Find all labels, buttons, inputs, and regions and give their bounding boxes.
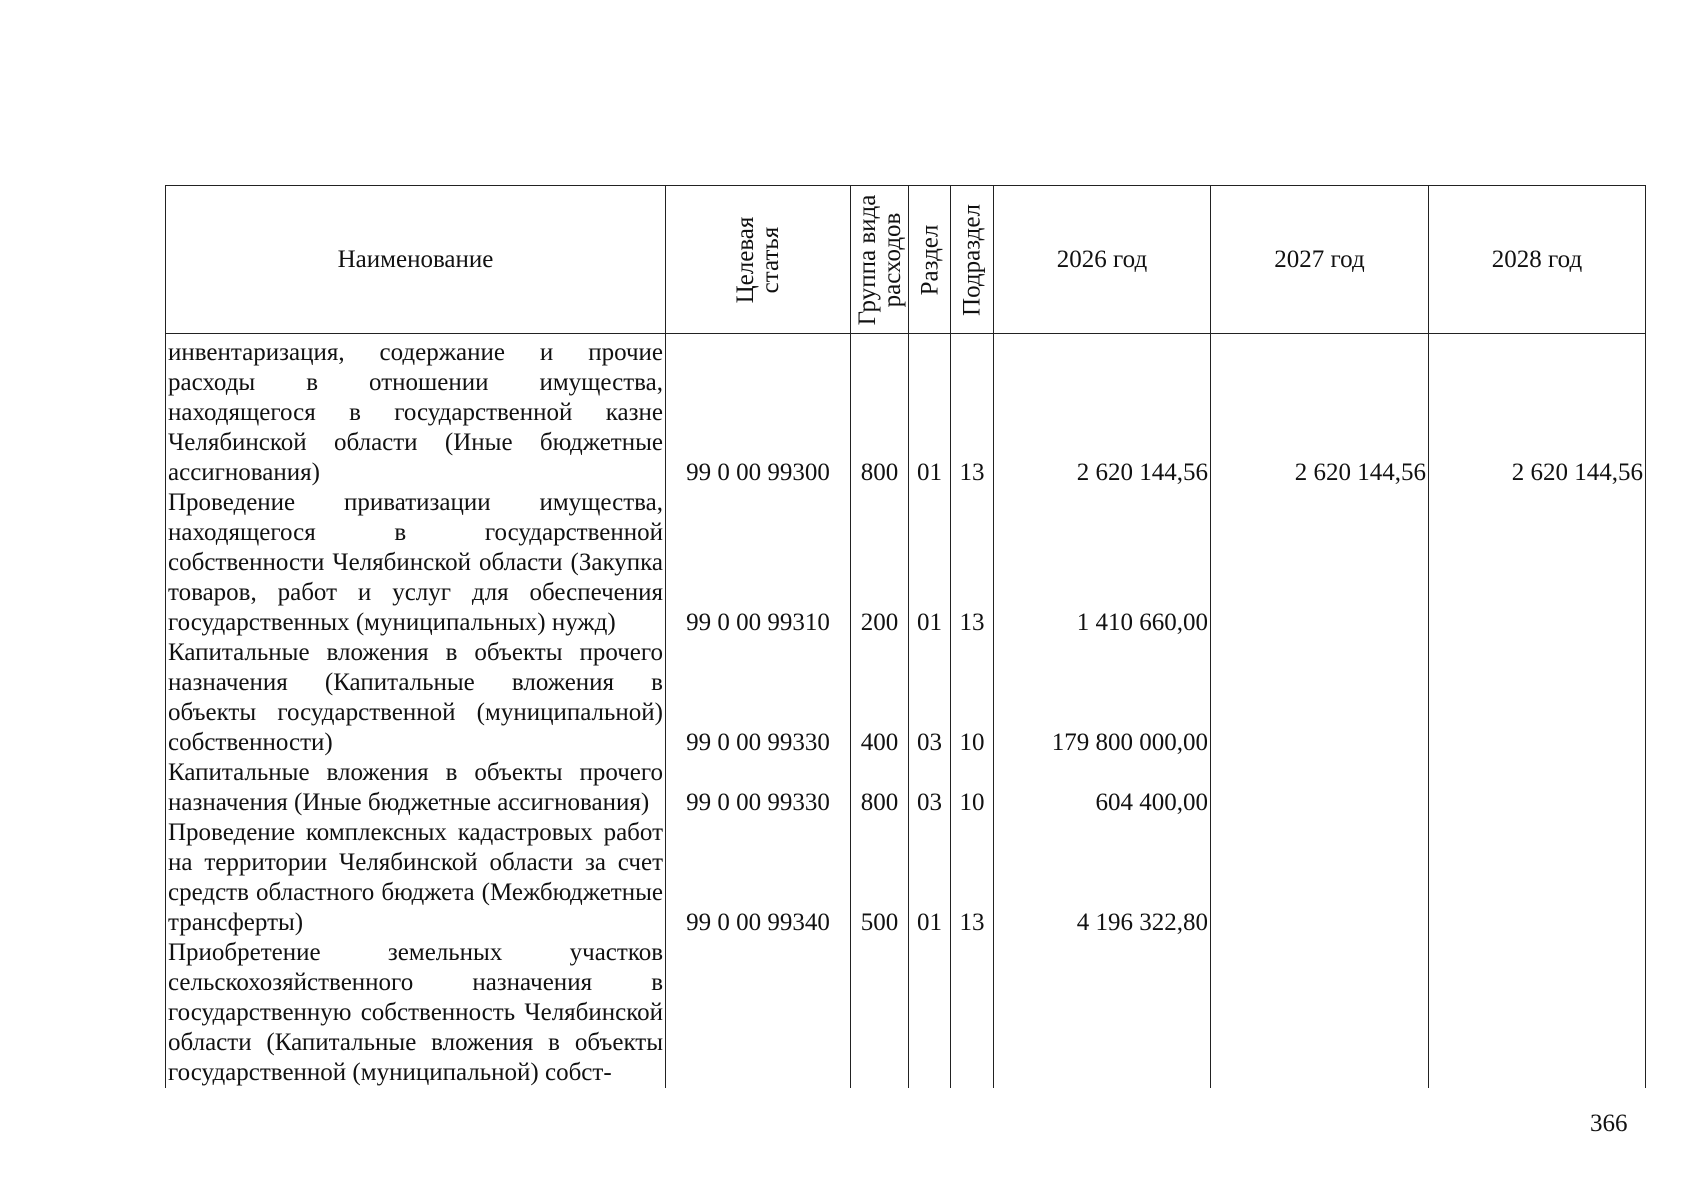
row-amount-2026: 4 196 322,80 [994,818,1211,938]
row-subsection: 10 [951,758,994,818]
row-name: Проведение приватизации имущества, находящегося в государственной собственности Челябинской области (Закупка товаров, работ и услуг для обеспечения государственных (муниципальных) нужд) [166,488,666,638]
row-expense-group [851,938,909,1088]
header-expense-group [851,186,909,334]
table-row [166,758,1646,818]
row-subsection: 13 [951,334,994,489]
row-amount-2027 [1211,758,1429,818]
row-amount-2027: 2 620 144,56 [1211,334,1429,489]
table-row [166,334,1646,489]
row-section: 03 [909,638,951,758]
row-amount-2028 [1429,488,1646,638]
table-body [166,334,1646,1089]
row-section: 01 [909,334,951,489]
row-subsection [951,938,994,1088]
row-amount-2026: 604 400,00 [994,758,1211,818]
table-row [166,638,1646,758]
row-amount-2028 [1429,758,1646,818]
row-target-article: 99 0 00 99330 [666,758,851,818]
row-target-article: 99 0 00 99300 [666,334,851,489]
row-expense-group: 200 [851,488,909,638]
row-name: Проведение комплексных кадастровых работ на территории Челябинской области за счет средств областного бюджета (Межбюджетные трансферты) [166,818,666,938]
header-subsection-text: Подраздел [958,203,986,316]
row-amount-2026: 179 800 000,00 [994,638,1211,758]
table-header [166,186,1646,334]
header-year-2028: 2028 год [1429,186,1646,334]
row-amount-2027 [1211,638,1429,758]
row-target-article: 99 0 00 99340 [666,818,851,938]
row-subsection: 10 [951,638,994,758]
row-amount-2028 [1429,638,1646,758]
row-amount-2026 [994,938,1211,1088]
row-amount-2027 [1211,938,1429,1088]
header-target-article [666,186,851,334]
table-row [166,938,1646,1088]
row-target-article: 99 0 00 99310 [666,488,851,638]
header-expense-group-text: Группа вида расходов [853,194,906,325]
row-amount-2028 [1429,818,1646,938]
header-section [909,186,951,334]
row-amount-2026: 1 410 660,00 [994,488,1211,638]
page-number: 366 [1590,1110,1628,1137]
row-amount-2028 [1429,938,1646,1088]
header-year-2027: 2027 год [1211,186,1429,334]
row-name: Капитальные вложения в объекты прочего назначения (Иные бюджетные ассигнования) [166,758,666,818]
row-amount-2026: 2 620 144,56 [994,334,1211,489]
row-expense-group: 800 [851,334,909,489]
row-section [909,938,951,1088]
row-section: 01 [909,818,951,938]
row-name: Капитальные вложения в объекты прочего назначения (Капитальные вложения в объекты государственной (муниципальной) собственности) [166,638,666,758]
budget-table [165,185,1646,1088]
row-section: 01 [909,488,951,638]
row-name: Приобретение земельных участков сельскохозяйственного назначения в государственную собственность Челябинской области (Капитальные вложения в объекты государственной (муниципальной) собст- [166,938,666,1088]
row-expense-group: 500 [851,818,909,938]
header-subsection [951,186,994,334]
row-expense-group: 400 [851,638,909,758]
row-target-article [666,938,851,1088]
row-subsection: 13 [951,488,994,638]
row-subsection: 13 [951,818,994,938]
header-target-article-text: Целевая статья [732,216,784,303]
row-amount-2028: 2 620 144,56 [1429,334,1646,489]
table-row [166,488,1646,638]
header-name: Наименование [166,186,666,334]
table-row [166,818,1646,938]
row-section: 03 [909,758,951,818]
header-year-2026: 2026 год [994,186,1211,334]
row-amount-2027 [1211,818,1429,938]
header-section-text: Раздел [916,224,943,295]
row-expense-group: 800 [851,758,909,818]
row-name: инвентаризация, содержание и прочие расходы в отношении имущества, находящегося в государственной казне Челябинской области (Иные бюджетные ассигнования) [166,334,666,489]
row-target-article: 99 0 00 99330 [666,638,851,758]
row-amount-2027 [1211,488,1429,638]
